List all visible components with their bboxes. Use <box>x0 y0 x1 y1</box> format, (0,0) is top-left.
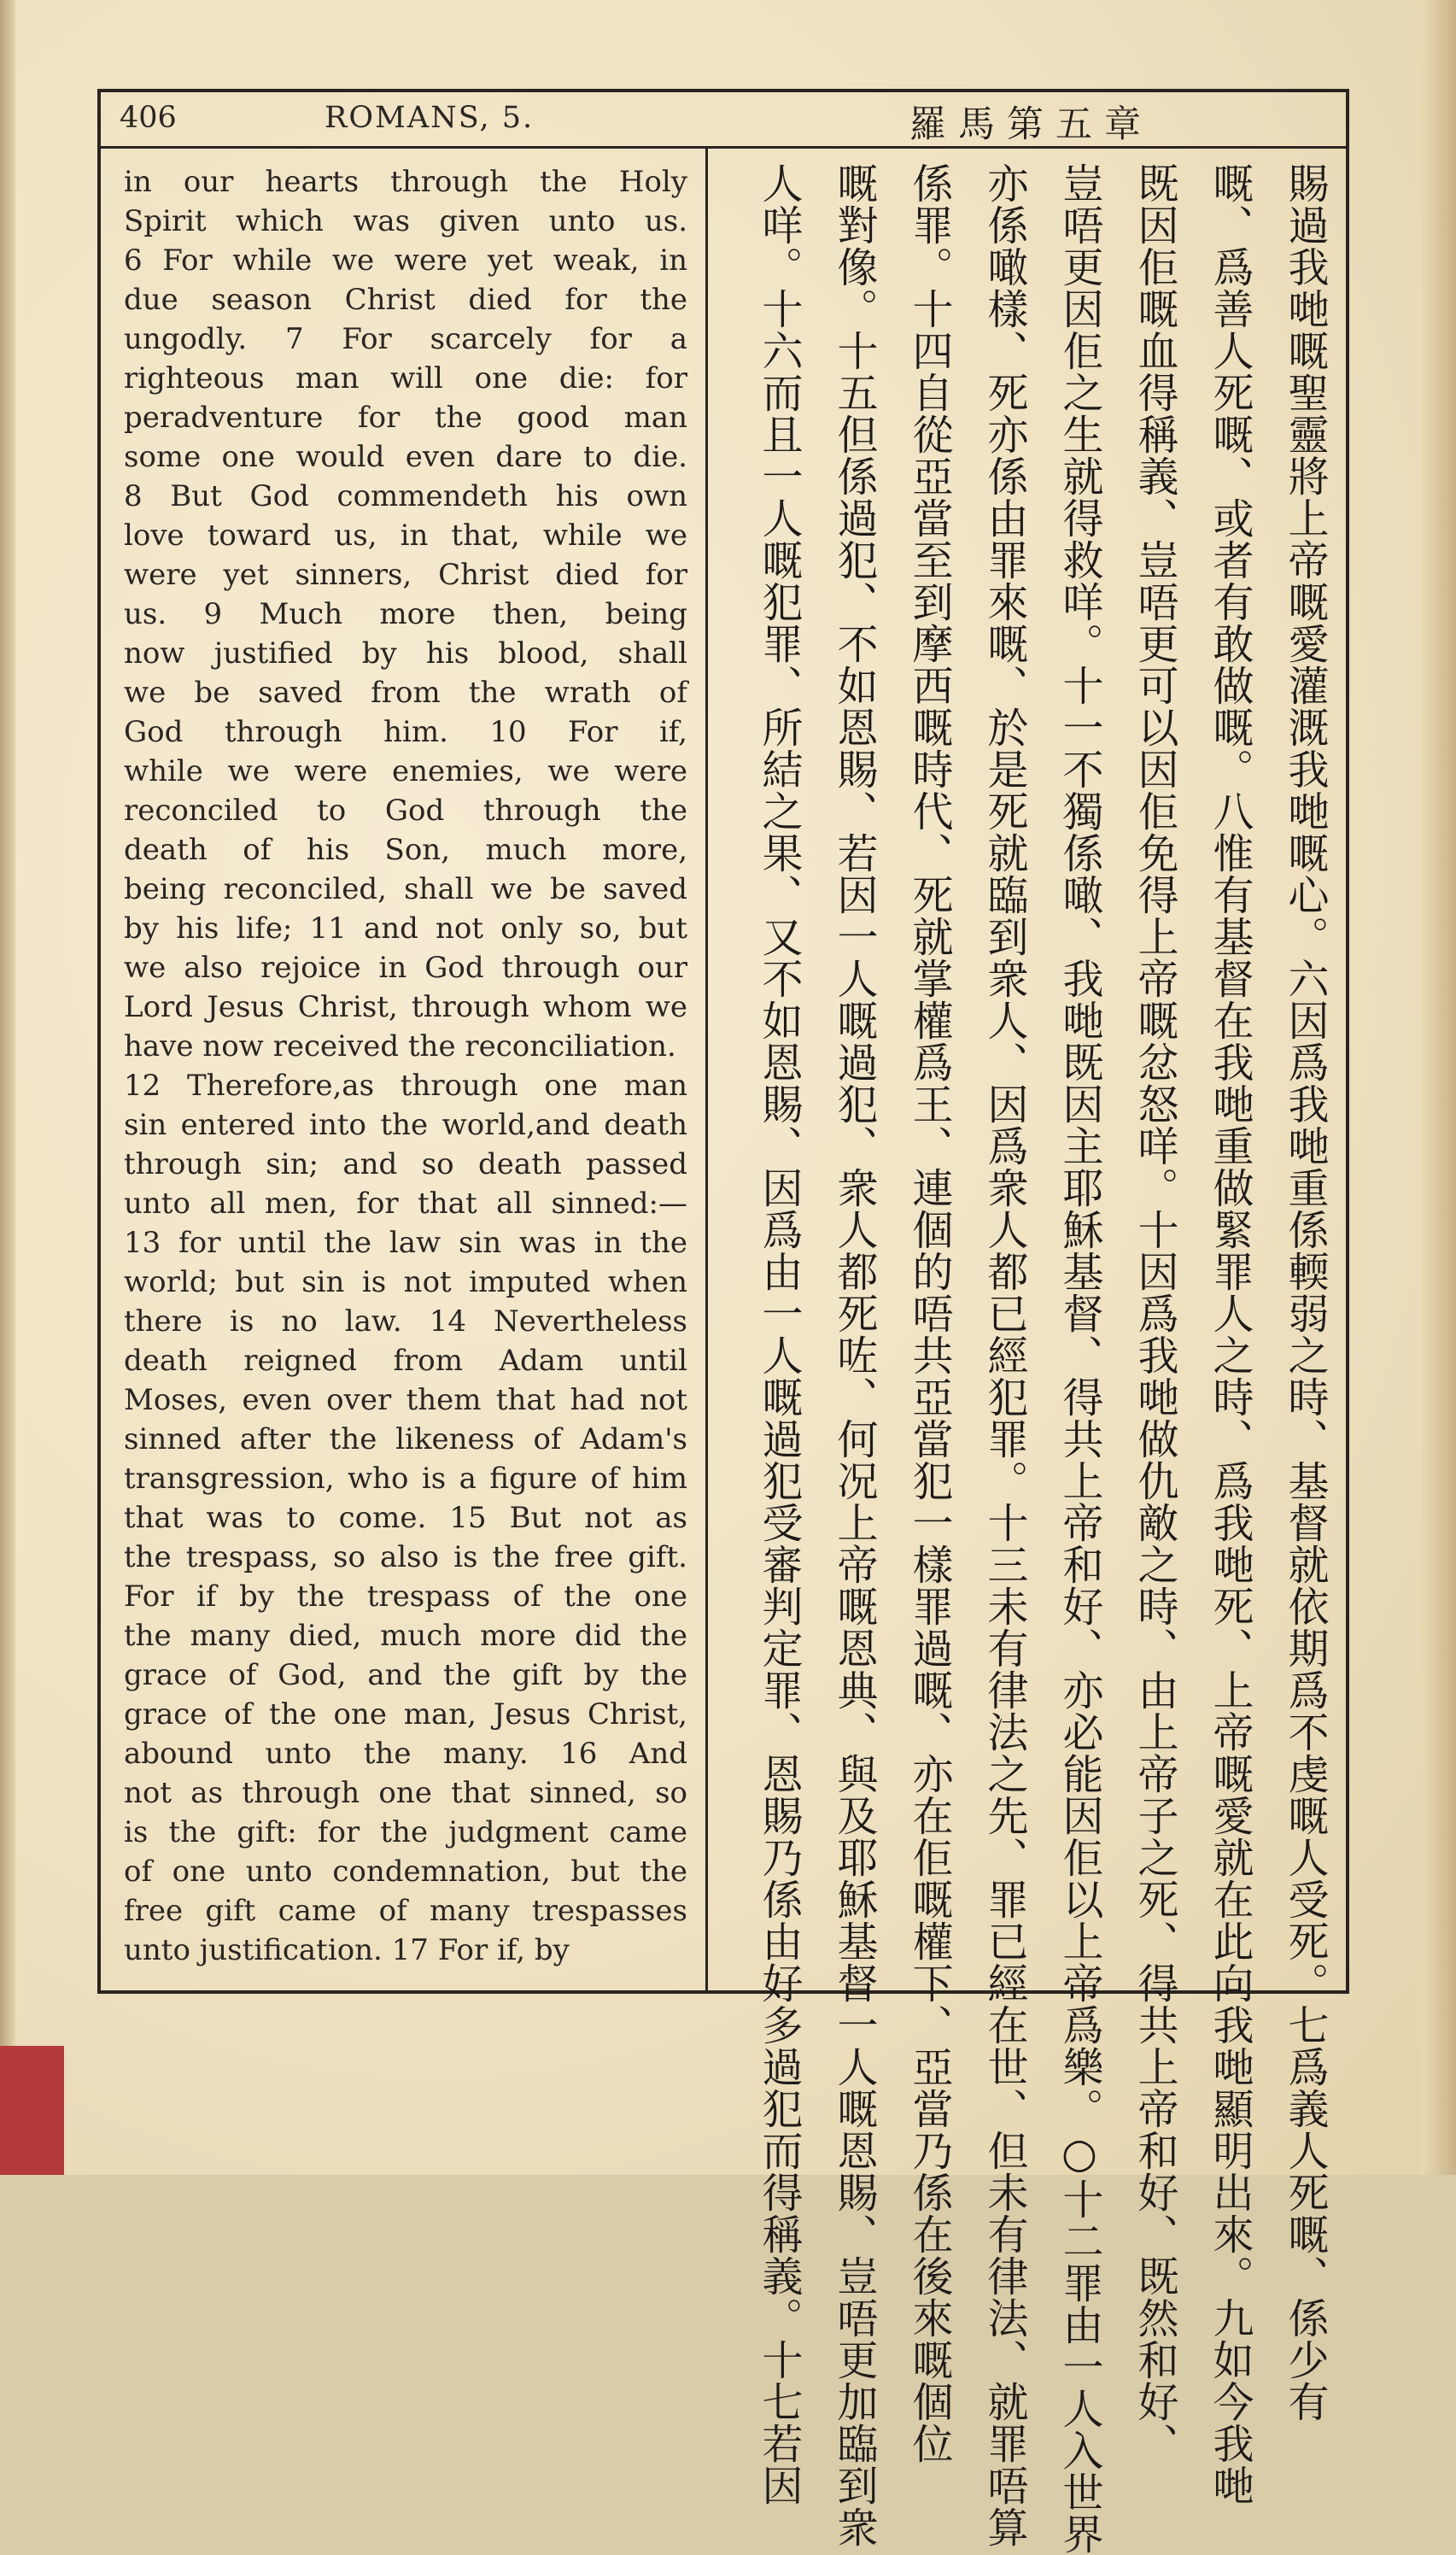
english-line: of one unto condemnation, but the <box>124 1855 687 1889</box>
english-line: that was to come. 15 But not as <box>124 1501 687 1535</box>
chinese-column: 係罪。十四自從亞當至到摩西嘅時代、死就掌權爲王、連個的唔共亞當犯一樣罪過嘅、亦在佢嘅權下、亞當乃係在後來嘅個位 <box>905 162 953 2464</box>
english-text-column <box>124 162 687 1970</box>
page-number: 406 <box>120 101 177 135</box>
english-line: through sin; and so death passed <box>124 1147 687 1181</box>
english-line: 13 for until the law sin was in the <box>124 1226 687 1260</box>
english-line: by his life; 11 and not only so, but <box>124 911 687 946</box>
english-line: grace of God, and the gift by the <box>124 1658 687 1692</box>
english-line: in our hearts through the Holy <box>124 165 687 199</box>
english-line: peradventure for the good man <box>124 401 687 435</box>
chinese-column: 既因佢嘅血得稱義、豈唔更可以因佢免得上帝嘅忿怒咩。十因爲我哋做仇敵之時、由上帝子之死、得共上帝和好、既然和好、 <box>1131 162 1178 2464</box>
english-line: sinned after the likeness of Adam's <box>124 1422 687 1456</box>
english-line: sin entered into the world,and death <box>124 1108 687 1142</box>
chinese-column: 嘅、爲善人死嘅、或者有敢做嘅。八惟有基督在我哋重做緊罪人之時、爲我哋死、上帝嘅愛就在此向我哋顯明出來。九如今我哋 <box>1206 162 1254 2506</box>
english-line: we also rejoice in God through our <box>124 951 687 985</box>
english-line: unto all men, for that all sinned:— <box>124 1187 687 1221</box>
page-gutter <box>0 0 15 2175</box>
english-line: being reconciled, shall we be saved <box>124 872 687 906</box>
english-line: righteous man will one die: for <box>124 361 687 396</box>
english-line: the trespass, so also is the free gift. <box>124 1540 687 1574</box>
chinese-text-column <box>722 162 1336 2555</box>
english-line: due season Christ died for the <box>124 283 687 317</box>
english-line: reconciled to God through the <box>124 794 687 828</box>
header-rule <box>97 89 1349 149</box>
chinese-column: 賜過我哋嘅聖靈將上帝嘅愛灌溉我哋嘅心。六因爲我哋重係輭弱之時、基督就依期爲不虔嘅人受死。七爲義人死嘅、係少有 <box>1281 162 1329 2423</box>
english-line: love toward us, in that, while we <box>124 519 687 553</box>
chinese-column: 亦係噉樣、死亦係由罪來嘅、於是死就臨到衆人、因爲衆人都已經犯罪。十三未有律法之先、罪已經在世、但未有律法、就罪唔算 <box>980 162 1028 2548</box>
english-line: free gift came of many trespasses <box>124 1894 687 1928</box>
english-line: not as through one that sinned, so <box>124 1776 687 1810</box>
english-line: For if by the trespass of the one <box>124 1579 687 1614</box>
page-edge <box>1422 0 1456 2175</box>
english-line: the many died, much more did the <box>124 1619 687 1653</box>
chinese-column: 人咩。十六而且一人嘅犯罪、所結之果、又不如恩賜、因爲由一人嘅過犯受審判定罪、恩賜乃係由好多過犯而得稱義。十七若因 <box>755 162 803 2506</box>
english-line: grace of the one man, Jesus Christ, <box>124 1697 687 1732</box>
english-line: Spirit which was given unto us. <box>124 204 687 238</box>
english-line: some one would even dare to die. <box>124 440 687 474</box>
english-line: abound unto the many. 16 And <box>124 1737 687 1771</box>
english-line: have now received the reconciliation. <box>124 1029 676 1064</box>
english-line: world; but sin is not imputed when <box>124 1265 687 1299</box>
english-line: death of his Son, much more, <box>124 833 687 867</box>
english-line: Lord Jesus Christ, through whom we <box>124 990 687 1024</box>
english-line: we be saved from the wrath of <box>124 676 687 710</box>
column-divider <box>705 149 708 1990</box>
english-line: while we were enemies, we were <box>124 754 687 788</box>
english-line: is the gift: for the judgment came <box>124 1815 687 1849</box>
english-line: now justified by his blood, shall <box>124 636 687 671</box>
english-line: transgression, who is a figure of him <box>124 1462 687 1496</box>
running-title: ROMANS, 5. <box>325 101 535 135</box>
english-line: death reigned from Adam until <box>124 1344 687 1378</box>
bookmark-ribbon <box>0 2046 64 2175</box>
english-line: Moses, even over them that had not <box>124 1383 687 1417</box>
chinese-column: 嘅對像。十五但係過犯、不如恩賜、若因一人嘅過犯、衆人都死咗、何况上帝嘅恩典、與及耶穌基督一人嘅恩賜、豈唔更加臨到衆 <box>830 162 878 2548</box>
chinese-column: 豈唔更因佢之生就得救咩。十一不獨係噉、我哋既因主耶穌基督、得共上帝和好、亦必能因佢以上帝爲樂。○十二罪由一人入世界 <box>1055 162 1103 2555</box>
english-line: us. 9 Much more then, being <box>124 597 687 631</box>
english-line: God through him. 10 For if, <box>124 715 687 749</box>
english-line: there is no law. 14 Nevertheless <box>124 1304 687 1339</box>
english-line: ungodly. 7 For scarcely for a <box>124 322 687 356</box>
english-line: 12 Therefore,as through one man <box>124 1069 687 1103</box>
english-line: were yet sinners, Christ died for <box>124 558 687 592</box>
chinese-running-title: 羅馬第五章 <box>909 103 1153 146</box>
english-line: 6 For while we were yet weak, in <box>124 243 687 278</box>
english-line: unto justification. 17 For if, by <box>124 1933 570 1967</box>
english-line: 8 But God commendeth his own <box>124 479 687 513</box>
